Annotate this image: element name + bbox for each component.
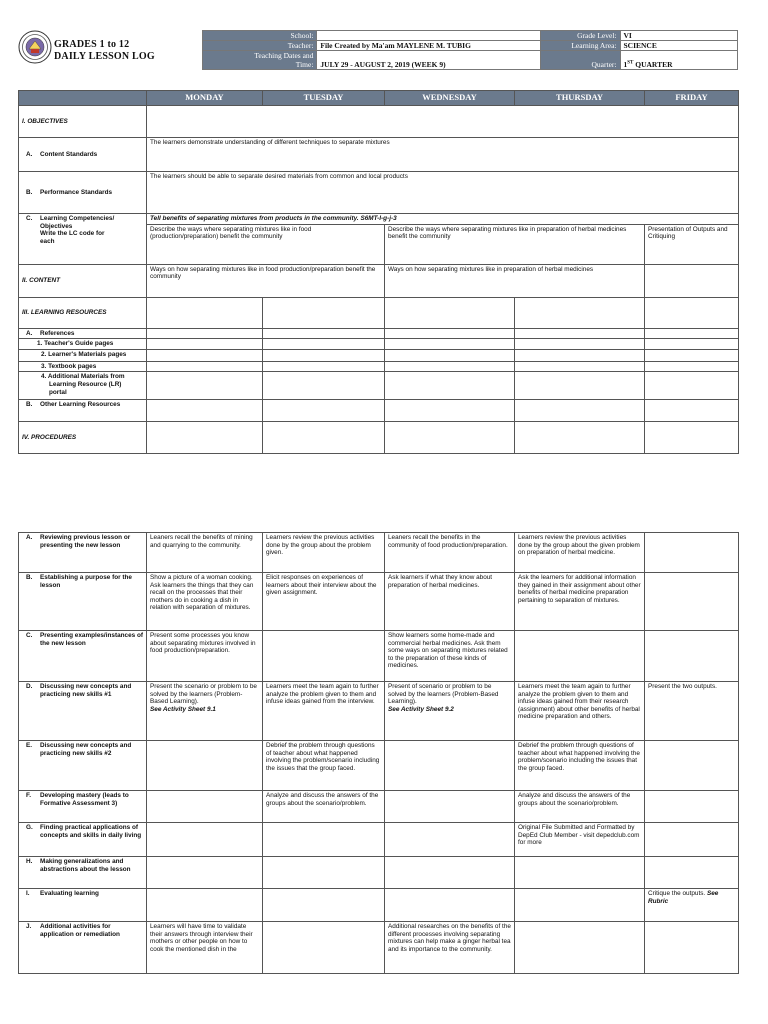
competencies-letter: C. [26, 215, 33, 222]
procedure-d-label [19, 682, 147, 741]
dates-label [203, 51, 317, 70]
procedure-i-monday [147, 889, 263, 922]
procedure-h-friday [645, 857, 739, 889]
day-header-friday: FRIDAY [645, 91, 739, 106]
procedure-g-tuesday [263, 823, 385, 857]
procedure-b-monday: Show a picture of a woman cooking. Ask learners the things that they can recall on the processes that their mothers do in cooking a dish in relation with separation of mixtures. [147, 573, 263, 631]
learning-resources-heading: III. LEARNING RESOURCES [19, 297, 147, 328]
procedure-i-text: Evaluating learning [40, 890, 99, 897]
procedure-g-thursday: Original File Submitted and Formatted by DepEd Club Member - visit depedclub.com for more [515, 823, 645, 857]
lm-cell-tue [263, 349, 385, 361]
procedure-e-letter: E. [26, 742, 33, 749]
procedure-i-letter: I. [26, 890, 30, 897]
day-header-wednesday: WEDNESDAY [385, 91, 515, 106]
procedure-row-f [19, 791, 739, 823]
procedure-a-monday: Leaners recall the benefits of mining and quarrying to the community. [147, 533, 263, 573]
procedure-g-label [19, 823, 147, 857]
performance-standards-text: Performance Standards [40, 188, 113, 196]
procedure-b-wednesday: Ask learners if what they know about preparation of herbal medicines. [385, 573, 515, 631]
lm-cell-fri [645, 349, 739, 361]
procedure-c-thursday [515, 631, 645, 682]
am-cell-thu [515, 372, 645, 400]
quarter-value [620, 51, 738, 70]
lr-cell-mon [147, 297, 263, 328]
procedure-b-label [19, 573, 147, 631]
procedure-row-d [19, 682, 739, 741]
ref-cell-fri [645, 328, 739, 339]
day-header-tuesday: TUESDAY [263, 91, 385, 106]
see-rubric-link: See Rubric [648, 890, 719, 905]
procedure-j-wednesday: Additional researches on the benefits of the different processes involving separating mixtures can help make a ginger herbal tea and its importance to the community. [385, 922, 515, 974]
procedure-i-thursday [515, 889, 645, 922]
procedure-c-tuesday [263, 631, 385, 682]
procedure-a-label [19, 533, 147, 573]
procedure-d-friday: Present the two outputs. [645, 682, 739, 741]
lr-cell-fri [645, 297, 739, 328]
procedure-d-thursday: Learners meet the team again to further analyze the problem given to them and infuse ideas gained from their research (assignment) about other benefits of herbal medicine preparation and others. [515, 682, 645, 741]
procedure-i-wednesday [385, 889, 515, 922]
additional-line-2: Learning Resource (LR) [49, 380, 122, 388]
procedure-a-friday [645, 533, 739, 573]
procedure-b-letter: B. [26, 574, 33, 581]
competencies-line-3: Write the LC code for [40, 230, 105, 238]
deped-seal-icon [18, 30, 52, 64]
procedure-d-text: Discussing new concepts and practicing new skills #1 [40, 683, 132, 698]
info-table [202, 30, 738, 70]
tb-cell-mon [147, 361, 263, 372]
objectives-heading: I. OBJECTIVES [19, 106, 147, 138]
procedure-d-letter: D. [26, 683, 33, 690]
pr-cell-fri [645, 422, 739, 454]
procedure-b-text: Establishing a purpose for the lesson [40, 574, 132, 589]
procedure-b-thursday: Ask the learners for additional information they gained in their assignment about other benefits of herbal medicine preparation pertaining to separation of mixtures. [515, 573, 645, 631]
procedure-f-tuesday: Analyze and discuss the answers of the groups about the scenario/problem. [263, 791, 385, 823]
lesson-log-header [18, 30, 738, 72]
activity-sheet-9-1-link: See Activity Sheet 9.1 [150, 705, 216, 713]
ref-cell-thu [515, 328, 645, 339]
procedure-d-wednesday-text: Present of scenario or problem to be solved by the learners (Problem-Based Learning). [388, 683, 499, 706]
procedure-g-friday [645, 823, 739, 857]
teacher-label: Teacher: [203, 41, 317, 51]
content-friday [645, 264, 739, 297]
quarter-suffix: ST [627, 60, 634, 66]
pr-cell-wed [385, 422, 515, 454]
lm-cell-mon [147, 349, 263, 361]
objectives-table [18, 90, 739, 454]
procedure-c-wednesday: Show learners some home-made and commercial herbal medicines. Ask them some ways on separating mixtures related to the preparation of these kinds of medicines. [385, 631, 515, 682]
additional-line-1: 4. Additional Materials from [41, 373, 125, 381]
other-resources-label [19, 400, 147, 422]
competencies-line-4: each [40, 237, 55, 245]
procedure-a-letter: A. [26, 534, 33, 541]
lm-pages-label: 2. Learner's Materials pages [19, 349, 147, 361]
tg-cell-wed [385, 339, 515, 350]
dates-label-line-2: Time: [295, 60, 314, 69]
ref-cell-tue [263, 328, 385, 339]
procedure-b-tuesday: Elicit responses on experiences of learners about their interview about the given assignment. [263, 573, 385, 631]
competency-friday: Presentation of Outputs and Critiquing [645, 224, 739, 264]
procedure-row-c [19, 631, 739, 682]
grade-label: Grade Level: [540, 31, 620, 41]
ref-cell-wed [385, 328, 515, 339]
lr-cell-wed [385, 297, 515, 328]
or-cell-tue [263, 400, 385, 422]
performance-standards-label [19, 172, 147, 214]
procedure-j-thursday [515, 922, 645, 974]
competencies-label [19, 214, 147, 265]
procedure-g-letter: G. [26, 824, 33, 831]
brand-title [54, 39, 155, 63]
procedure-e-friday [645, 741, 739, 791]
content-wednesday: Ways on how separating mixtures like in preparation of herbal medicines [385, 264, 645, 297]
procedure-h-monday [147, 857, 263, 889]
procedure-e-text: Discussing new concepts and practicing new skills #2 [40, 742, 132, 757]
content-standards-value: The learners demonstrate understanding of different techniques to separate mixtures [147, 138, 739, 172]
procedure-d-wednesday [385, 682, 515, 741]
procedure-e-thursday: Debrief the problem through questions of teacher about what happened involving the problem/scenario including the issues that the group faced. [515, 741, 645, 791]
references-label [19, 328, 147, 339]
content-standards-text: Content Standards [40, 150, 98, 158]
content-standards-label [19, 138, 147, 172]
pr-cell-mon [147, 422, 263, 454]
ref-cell-mon [147, 328, 263, 339]
other-resources-text: Other Learning Resources [40, 401, 121, 409]
procedure-c-monday: Present some processes you know about separating mixtures involved in food production/preparation. [147, 631, 263, 682]
grade-value: VI [620, 31, 738, 41]
procedure-f-label [19, 791, 147, 823]
tg-cell-fri [645, 339, 739, 350]
procedure-b-friday [645, 573, 739, 631]
procedure-j-friday [645, 922, 739, 974]
quarter-label: Quarter: [540, 51, 620, 70]
procedure-d-monday [147, 682, 263, 741]
procedure-h-text: Making generalizations and abstractions about the lesson [40, 858, 131, 873]
procedure-f-thursday: Analyze and discuss the answers of the groups about the scenario/problem. [515, 791, 645, 823]
content-monday: Ways on how separating mixtures like in food production/preparation benefit the community [147, 264, 385, 297]
lm-cell-wed [385, 349, 515, 361]
tg-pages-label: 1. Teacher's Guide pages [19, 339, 147, 350]
tb-cell-wed [385, 361, 515, 372]
pr-cell-thu [515, 422, 645, 454]
procedure-c-letter: C. [26, 632, 33, 639]
lr-cell-thu [515, 297, 645, 328]
textbook-pages-label: 3. Textbook pages [19, 361, 147, 372]
procedure-f-letter: F. [26, 792, 31, 799]
content-standards-letter: A. [26, 150, 33, 158]
am-cell-fri [645, 372, 739, 400]
procedure-row-g [19, 823, 739, 857]
quarter-word: QUARTER [633, 60, 673, 69]
procedure-e-wednesday [385, 741, 515, 791]
procedure-c-text: Presenting examples/instances of the new lesson [40, 632, 143, 647]
references-letter: A. [26, 329, 33, 337]
procedure-j-monday: Learners will have time to validate their answers through interview their mothers or other people on how to cook the mentioned dish in the [147, 922, 263, 974]
tg-cell-mon [147, 339, 263, 350]
activity-sheet-9-2-link: See Activity Sheet 9.2 [388, 705, 454, 713]
procedure-j-label [19, 922, 147, 974]
day-header-thursday: THURSDAY [515, 91, 645, 106]
procedure-h-label [19, 857, 147, 889]
or-cell-fri [645, 400, 739, 422]
am-cell-wed [385, 372, 515, 400]
or-cell-thu [515, 400, 645, 422]
competency-code-line: Tell benefits of separating mixtures from products in the community. S6MT-I-g-j-3 [147, 214, 739, 225]
procedure-h-wednesday [385, 857, 515, 889]
dates-value: JULY 29 - AUGUST 2, 2019 (WEEK 9) [317, 51, 540, 70]
other-resources-letter: B. [26, 401, 33, 409]
procedure-j-tuesday [263, 922, 385, 974]
procedure-row-a [19, 533, 739, 573]
procedure-a-wednesday: Leaners recall the benefits in the community of food production/preparation. [385, 533, 515, 573]
procedure-f-friday [645, 791, 739, 823]
competencies-line-2: Objectives [40, 222, 73, 230]
procedure-g-text: Finding practical applications of concepts and skills in daily living [40, 824, 142, 839]
additional-line-3: portal [49, 388, 67, 396]
content-heading: II. CONTENT [19, 264, 147, 297]
procedure-f-text: Developing mastery (leads to Formative Assessment 3) [40, 792, 129, 807]
procedure-j-text: Additional activities for application or remediation [40, 923, 120, 938]
lm-cell-thu [515, 349, 645, 361]
procedures-table [18, 532, 739, 974]
procedure-e-label [19, 741, 147, 791]
competencies-line-1: Learning Competencies/ [40, 215, 115, 222]
additional-materials-label [19, 372, 147, 400]
tg-cell-tue [263, 339, 385, 350]
or-cell-mon [147, 400, 263, 422]
procedure-i-friday-text: Critique the outputs. [648, 890, 706, 897]
pr-cell-tue [263, 422, 385, 454]
procedures-heading: IV. PROCEDURES [19, 422, 147, 454]
procedure-e-monday [147, 741, 263, 791]
procedure-f-wednesday [385, 791, 515, 823]
procedure-d-monday-text: Present the scenario or problem to be solved by the learners (Problem-Based Learning). [150, 683, 257, 706]
procedure-a-thursday: Learners review the previous activities done by the group about the given problem on preparation of herbal medicine. [515, 533, 645, 573]
or-cell-wed [385, 400, 515, 422]
tg-cell-thu [515, 339, 645, 350]
procedure-a-tuesday: Learners review the previous activities done by the group about the problem given. [263, 533, 385, 573]
procedure-f-monday [147, 791, 263, 823]
lr-cell-tue [263, 297, 385, 328]
brand-line-1: GRADES 1 to 12 [54, 39, 130, 50]
procedure-g-wednesday [385, 823, 515, 857]
procedure-row-e [19, 741, 739, 791]
teacher-value: File Created by Ma'am MAYLENE M. TUBIG [317, 41, 540, 51]
procedure-a-text: Reviewing previous lesson or presenting the new lesson [40, 534, 131, 549]
tb-cell-fri [645, 361, 739, 372]
school-value [317, 31, 540, 41]
competency-monday: Describe the ways where separating mixtures like in food (production/preparation) benefit the community [147, 224, 385, 264]
procedure-e-tuesday: Debrief the problem through questions of teacher about what happened involving the problem/scenario including the issues that the group faced. [263, 741, 385, 791]
tb-cell-tue [263, 361, 385, 372]
procedure-h-tuesday [263, 857, 385, 889]
area-value: SCIENCE [620, 41, 738, 51]
procedure-h-thursday [515, 857, 645, 889]
procedure-d-tuesday: Learners meet the team again to further analyze the problem given to them and infuse ideas gained from the interview. [263, 682, 385, 741]
procedure-row-b [19, 573, 739, 631]
tb-cell-thu [515, 361, 645, 372]
procedure-i-friday [645, 889, 739, 922]
procedure-row-i [19, 889, 739, 922]
procedure-row-j [19, 922, 739, 974]
references-text: References [40, 329, 75, 337]
performance-standards-letter: B. [26, 188, 33, 196]
day-header-monday: MONDAY [147, 91, 263, 106]
objectives-cell [147, 106, 739, 138]
procedure-i-tuesday [263, 889, 385, 922]
school-label: School: [203, 31, 317, 41]
corner-header [19, 91, 147, 106]
am-cell-tue [263, 372, 385, 400]
am-cell-mon [147, 372, 263, 400]
area-label: Learning Area: [540, 41, 620, 51]
procedure-c-friday [645, 631, 739, 682]
procedure-g-monday [147, 823, 263, 857]
performance-standards-value: The learners should be able to separate desired materials from common and local products [147, 172, 739, 214]
procedure-c-label [19, 631, 147, 682]
procedure-j-letter: J. [26, 923, 32, 930]
competency-wednesday: Describe the ways where separating mixtures like in preparation of herbal medicines benefit the community [385, 224, 645, 264]
procedure-h-letter: H. [26, 858, 33, 865]
procedure-i-label [19, 889, 147, 922]
quarter-number: 1 [623, 60, 628, 69]
procedure-row-h [19, 857, 739, 889]
brand-line-2: DAILY LESSON LOG [54, 51, 155, 62]
dates-label-line-1: Teaching Dates and [254, 51, 314, 60]
